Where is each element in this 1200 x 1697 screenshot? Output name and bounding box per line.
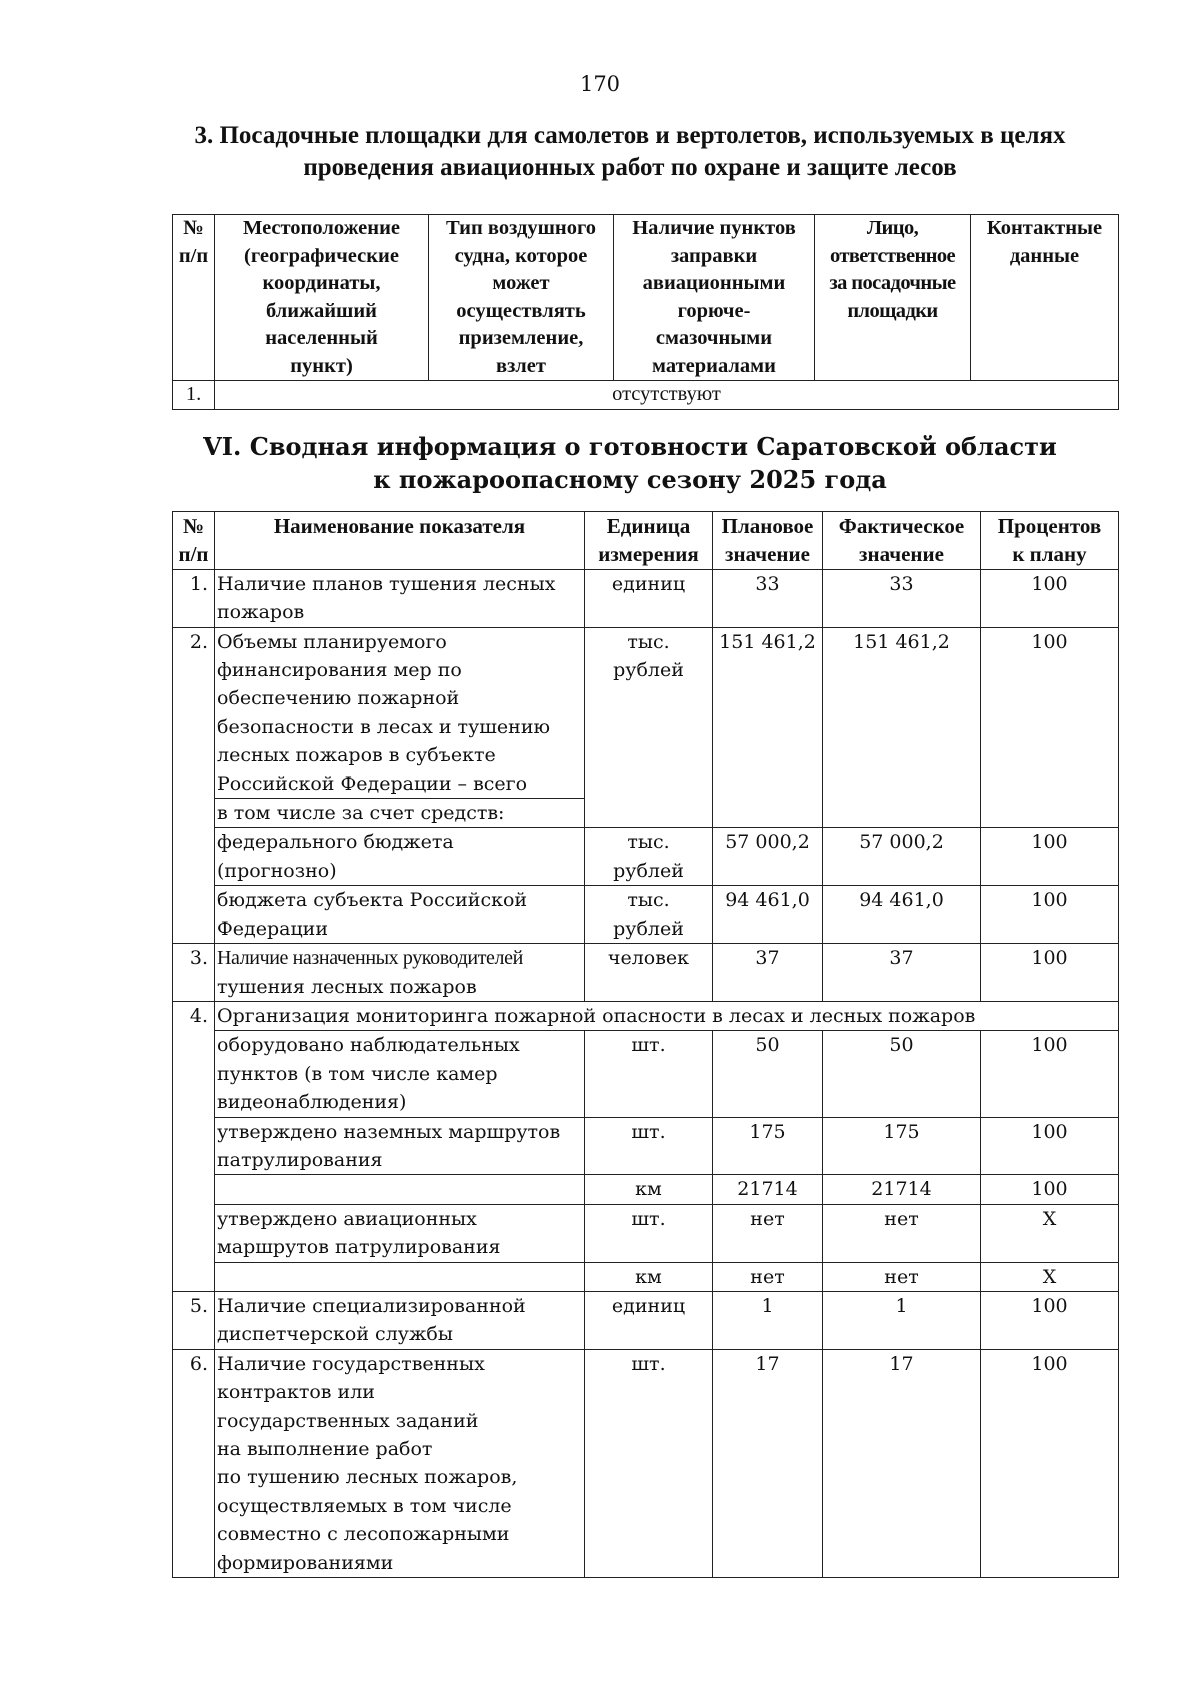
row-planned: 50 — [713, 1031, 823, 1117]
page-number: 170 — [579, 72, 621, 96]
row-indicator-name: Наличие планов тушения лесных пожаров — [215, 569, 585, 627]
row-indicator-name: Наличие специализированной диспетчерской службы — [215, 1291, 585, 1349]
row-actual: 175 — [823, 1117, 981, 1175]
row-percent: 100 — [981, 569, 1119, 627]
landing-sites-table — [172, 214, 1119, 410]
row-indicator-name — [215, 1175, 585, 1204]
header-num: № п/п — [173, 512, 215, 570]
row-percent: 100 — [981, 1117, 1119, 1175]
table-row — [173, 828, 1119, 886]
table-header-row — [173, 215, 1119, 381]
row-num: 5. — [173, 1291, 215, 1349]
row-planned: 1 — [713, 1291, 823, 1349]
row-indicator-name: федерального бюджета (прогнозно) — [215, 828, 585, 886]
row-num: 3. — [173, 944, 215, 1002]
table-row — [173, 1291, 1119, 1349]
row-planned: 33 — [713, 569, 823, 627]
row-unit: шт. — [585, 1031, 713, 1117]
table-row — [173, 944, 1119, 1002]
row-percent: 100 — [981, 828, 1119, 886]
header-percent: Процентов к плану — [981, 512, 1119, 570]
row-planned: нет — [713, 1204, 823, 1262]
row-unit: шт. — [585, 1204, 713, 1262]
row-unit: тыс. рублей — [585, 886, 713, 944]
row-actual: 21714 — [823, 1175, 981, 1204]
row-absent-text: отсутствуют — [215, 381, 1119, 410]
header-indicator-name: Наименование показателя — [215, 512, 585, 570]
table-row — [173, 1001, 1119, 1030]
row-actual: нет — [823, 1204, 981, 1262]
row-num: 2. — [173, 627, 215, 943]
row-unit: единиц — [585, 1291, 713, 1349]
row-unit: тыс. рублей — [585, 828, 713, 886]
row-planned: 175 — [713, 1117, 823, 1175]
row-percent: 100 — [981, 886, 1119, 944]
row-actual: 94 461,0 — [823, 886, 981, 944]
header-num: № п/п — [173, 215, 215, 381]
table-row — [173, 1204, 1119, 1262]
section6-title — [150, 430, 1110, 496]
row-indicator-name: утверждено авиационных маршрутов патрулирования — [215, 1204, 585, 1262]
section3-title-line2: проведения авиационных работ по охране и защите лесов — [303, 154, 957, 181]
row-unit: км — [585, 1175, 713, 1204]
row-planned: 21714 — [713, 1175, 823, 1204]
row-indicator-name: бюджета субъекта Российской Федерации — [215, 886, 585, 944]
row-num: 4. — [173, 1001, 215, 1291]
row-actual: 33 — [823, 569, 981, 627]
row-indicator-name: Объемы планируемого финансирования мер по обеспечению пожарной безопасности в лесах и тушению лесных пожаров в субъекте Российской Федерации – всего — [215, 627, 585, 798]
table-row — [173, 1262, 1119, 1291]
row-percent: 100 — [981, 1349, 1119, 1577]
row-actual: 50 — [823, 1031, 981, 1117]
row-actual: 151 461,2 — [823, 627, 981, 828]
row-unit: единиц — [585, 569, 713, 627]
row-percent: 100 — [981, 1031, 1119, 1117]
section6-title-line1: VI. Сводная информация о готовности Саратовской области — [203, 432, 1057, 461]
row-actual: 1 — [823, 1291, 981, 1349]
row-actual: 57 000,2 — [823, 828, 981, 886]
row-unit: человек — [585, 944, 713, 1002]
table-row — [173, 1031, 1119, 1117]
section3-title-line1: 3. Посадочные площадки для самолетов и вертолетов, используемых в целях — [194, 122, 1066, 149]
table-row — [173, 569, 1119, 627]
row-unit: шт. — [585, 1117, 713, 1175]
row-section-heading: Организация мониторинга пожарной опасности в лесах и лесных пожаров — [215, 1001, 1119, 1030]
section6-title-line2: к пожароопасному сезону 2025 года — [373, 465, 887, 494]
row-planned: 37 — [713, 944, 823, 1002]
row-unit: шт. — [585, 1349, 713, 1577]
row-planned: 94 461,0 — [713, 886, 823, 944]
row-percent: X — [981, 1204, 1119, 1262]
header-aircraft-type: Тип воздушного судна, которое может осуществлять приземление, взлет — [429, 215, 614, 381]
table-row — [173, 627, 1119, 798]
row-indicator-name: утверждено наземных маршрутов патрулирования — [215, 1117, 585, 1175]
section3-title — [150, 120, 1110, 184]
header-location: Местоположение (географические координаты, ближайший населенный пункт) — [215, 215, 429, 381]
row-subheading: в том числе за счет средств: — [215, 799, 585, 828]
header-responsible-person: Лицо, ответственное за посадочные площадки — [815, 215, 971, 381]
row-actual: нет — [823, 1262, 981, 1291]
table-header-row — [173, 512, 1119, 570]
row-unit: км — [585, 1262, 713, 1291]
table-row — [173, 886, 1119, 944]
table-row — [173, 1349, 1119, 1577]
table-row — [173, 1117, 1119, 1175]
row-actual: 37 — [823, 944, 981, 1002]
table-row — [173, 381, 1119, 410]
row-unit: тыс. рублей — [585, 627, 713, 828]
row-planned: 57 000,2 — [713, 828, 823, 886]
row-percent: 100 — [981, 627, 1119, 828]
row-indicator-name: Наличие назначенных руководителей тушения лесных пожаров — [215, 944, 585, 1002]
header-planned: Плановое значение — [713, 512, 823, 570]
row-planned: 151 461,2 — [713, 627, 823, 828]
header-contacts: Контактные данные — [971, 215, 1119, 381]
header-fuel-points: Наличие пунктов заправки авиационными горюче- смазочными материалами — [614, 215, 815, 381]
row-percent: 100 — [981, 1291, 1119, 1349]
header-actual: Фактическое значение — [823, 512, 981, 570]
row-indicator-name — [215, 1262, 585, 1291]
header-unit: Единица измерения — [585, 512, 713, 570]
row-num: 1. — [173, 569, 215, 627]
row-actual: 17 — [823, 1349, 981, 1577]
row-num: 6. — [173, 1349, 215, 1577]
row-indicator-name: Наличие государственных контрактов или государственных заданий на выполнение работ по тушению лесных пожаров, осуществляемых в том числе совместно с лесопожарными формированиями — [215, 1349, 585, 1577]
row-percent: 100 — [981, 944, 1119, 1002]
readiness-summary-table — [172, 511, 1119, 1578]
row-planned: 17 — [713, 1349, 823, 1577]
row-planned: нет — [713, 1262, 823, 1291]
row-indicator-name: оборудовано наблюдательных пунктов (в том числе камер видеонаблюдения) — [215, 1031, 585, 1117]
row-percent: 100 — [981, 1175, 1119, 1204]
row-percent: X — [981, 1262, 1119, 1291]
row-num: 1. — [173, 381, 215, 410]
table-row — [173, 1175, 1119, 1204]
